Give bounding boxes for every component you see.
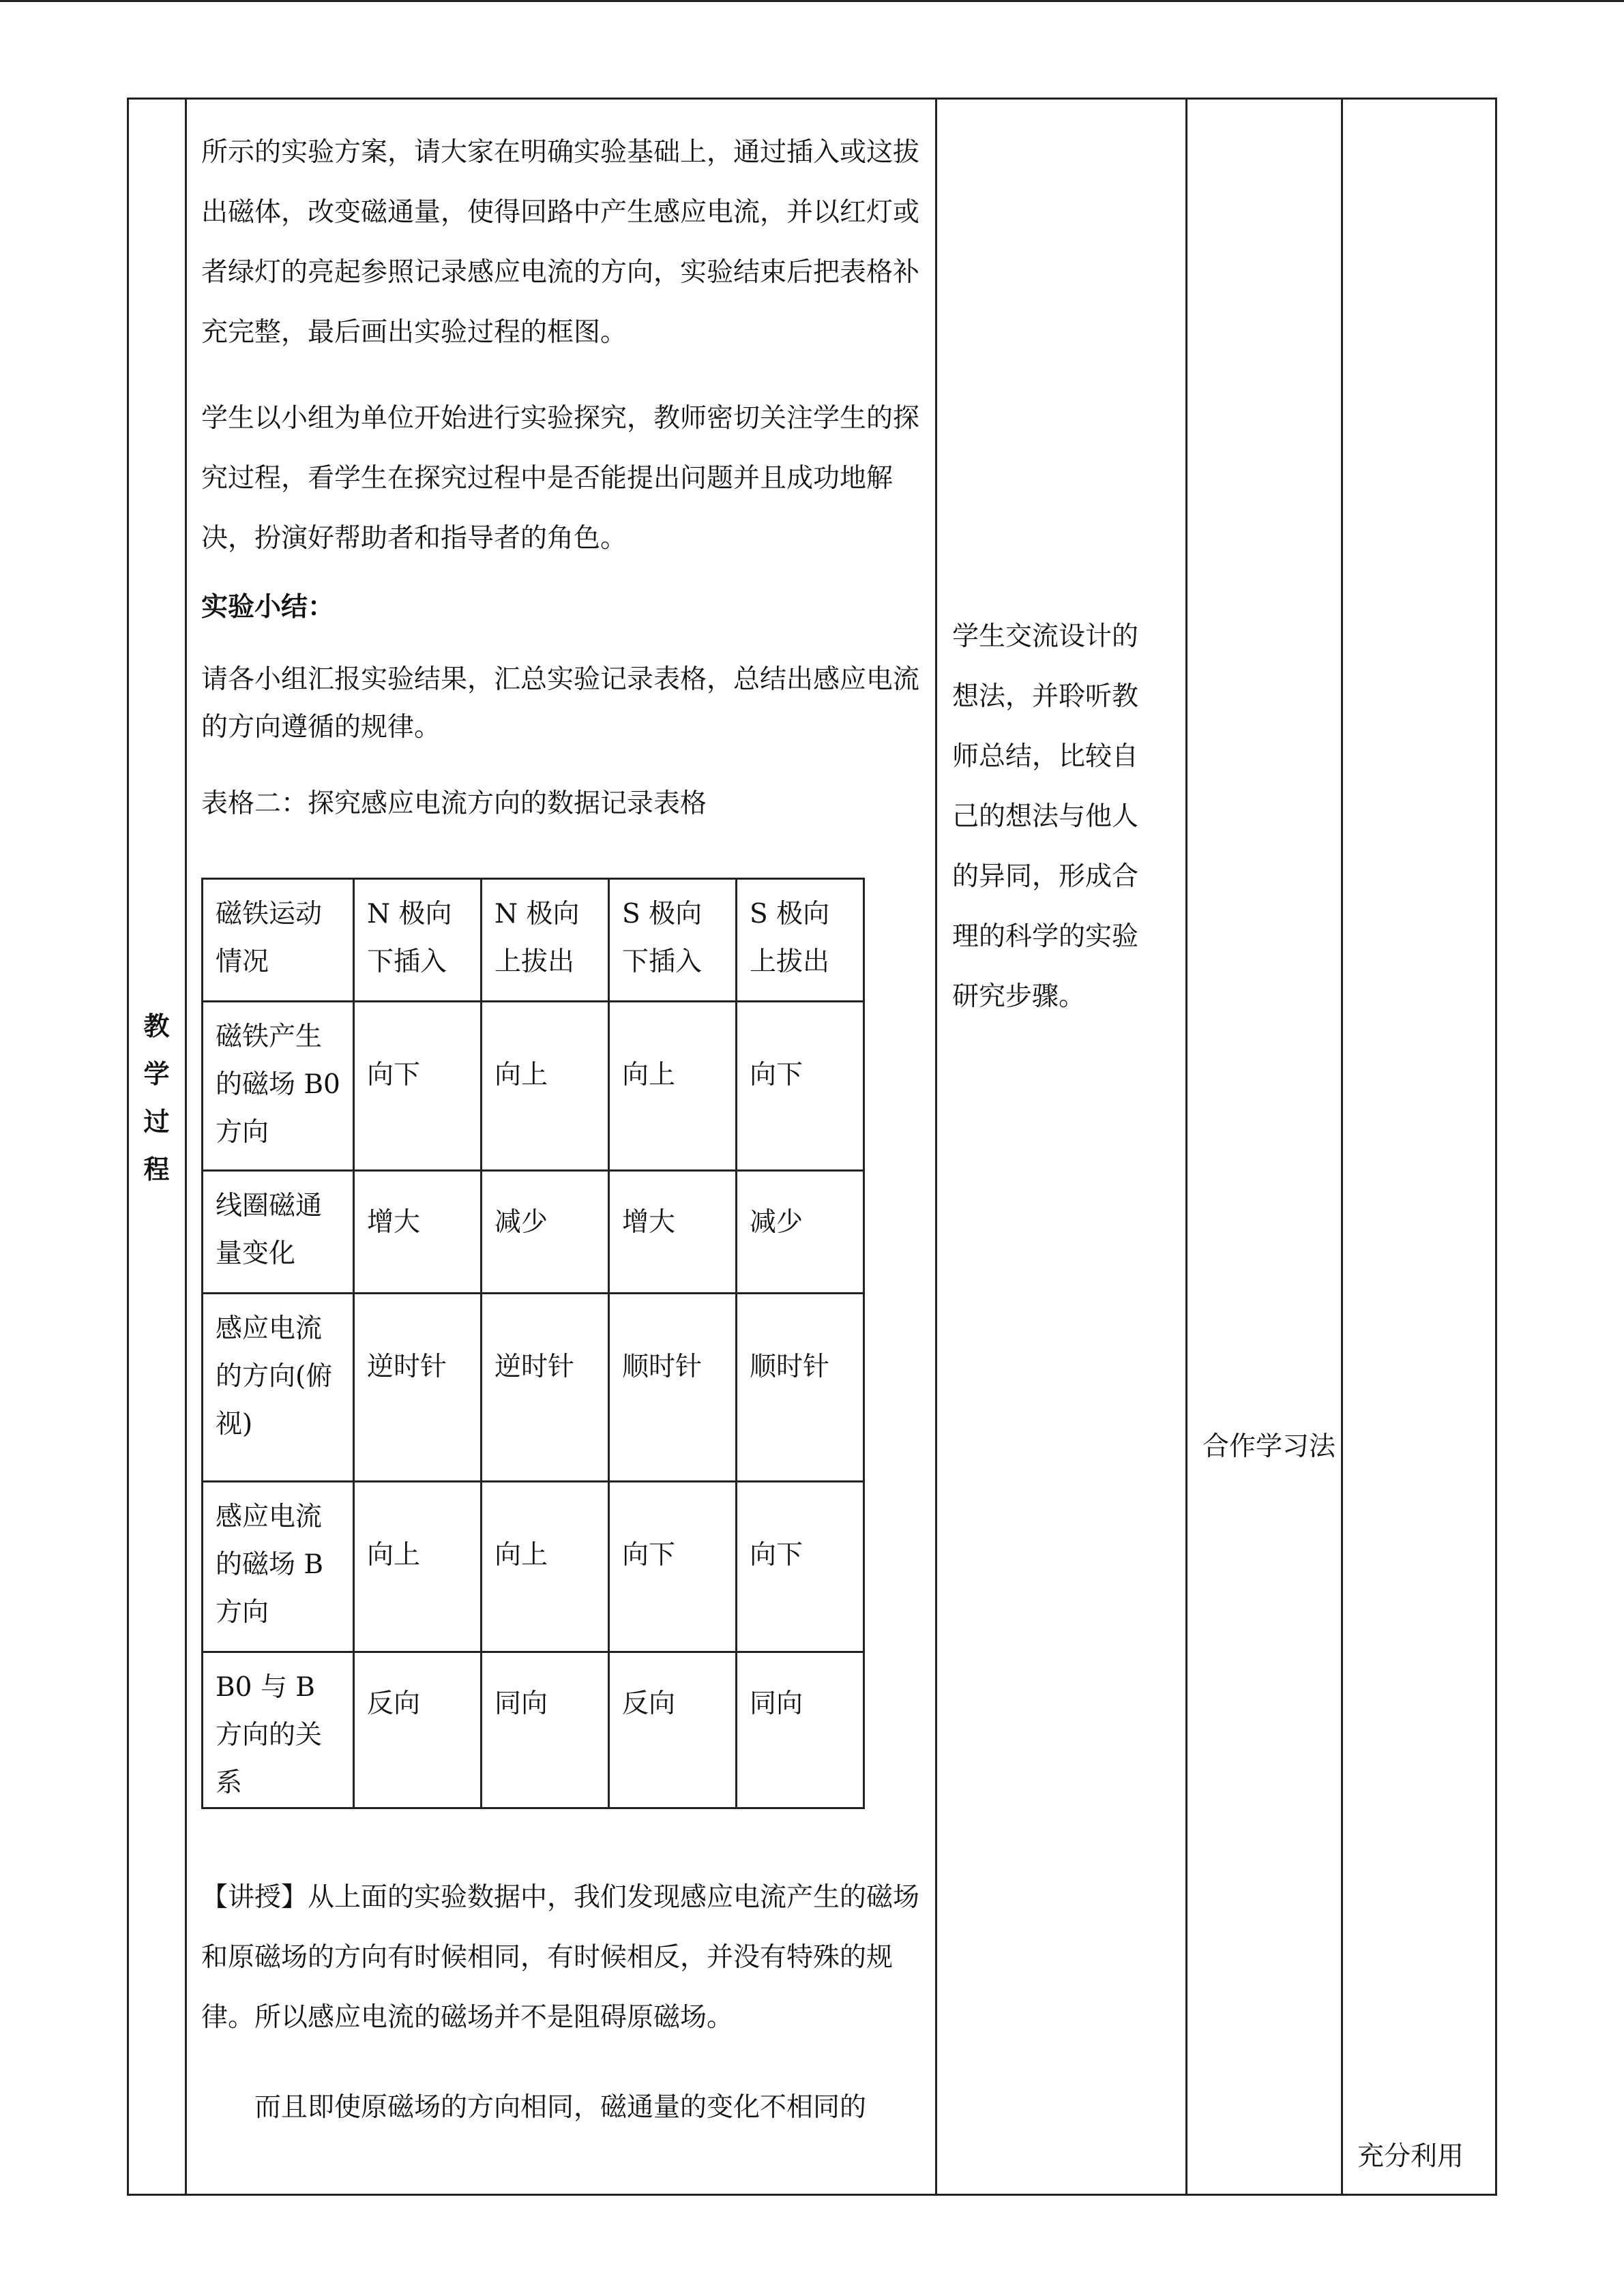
table-cell: 向下	[737, 1482, 864, 1652]
column-border	[935, 99, 937, 2196]
table-header-cell: 磁铁运动情况	[203, 879, 354, 1002]
table-row-label: B0 与 B 方向的关系	[203, 1652, 354, 1808]
table-cell: 向上	[482, 1482, 609, 1652]
data-record-table	[201, 878, 865, 1809]
table-caption: 表格二：探究感应电流方向的数据记录表格	[201, 788, 707, 819]
table-header-cell: N 极向上拔出	[482, 879, 609, 1002]
table-cell: 增大	[354, 1171, 482, 1294]
lecture-paragraph: 【讲授】从上面的实验数据中，我们发现感应电流产生的磁场和原磁场的方向有时候相同，有时候相反，并没有特殊的规律。所以感应电流的磁场并不是阻碍原磁场。	[201, 1882, 920, 2033]
table-cell: 减少	[482, 1171, 609, 1294]
table-row-label: 磁铁产生的磁场 B0 方向	[203, 1002, 354, 1171]
column-border	[1341, 99, 1343, 2196]
summary-heading: 实验小结：	[201, 592, 335, 623]
table-cell: 同向	[482, 1652, 609, 1808]
table-cell: 逆时针	[354, 1294, 482, 1482]
table-top-border	[127, 98, 1497, 100]
table-cell: 逆时针	[482, 1294, 609, 1482]
table-header-cell: S 极向上拔出	[737, 879, 864, 1002]
section-label-char: 教	[143, 1011, 170, 1041]
table-cell: 反向	[609, 1652, 737, 1808]
table-row-label: 线圈磁通量变化	[203, 1171, 354, 1294]
table-header-cell: N 极向下插入	[354, 879, 482, 1002]
table-cell: 向下	[354, 1002, 482, 1171]
purpose-text: 充分利用	[1357, 2141, 1464, 2172]
section-label-char: 程	[143, 1154, 170, 1184]
section-label	[127, 1002, 186, 1193]
table-cell: 减少	[737, 1171, 864, 1294]
table-cell: 向上	[354, 1482, 482, 1652]
table-cell: 增大	[609, 1171, 737, 1294]
table-row	[203, 1171, 864, 1294]
table-cell: 同向	[737, 1652, 864, 1808]
column-border	[1185, 99, 1187, 2196]
table-cell: 顺时针	[609, 1294, 737, 1482]
table-cell: 向下	[737, 1002, 864, 1171]
method-text: 合作学习法	[1202, 1431, 1336, 1462]
continuation-paragraph: 而且即使原磁场的方向相同，磁通量的变化不相同的	[254, 2092, 867, 2123]
table-cell: 反向	[354, 1652, 482, 1808]
table-row-label: 感应电流的方向(俯视)	[203, 1294, 354, 1482]
student-activity-text: 学生交流设计的想法，并聆听教师总结，比较自己的想法与他人的异同，形成合理的科学的实验研究步骤。	[952, 621, 1139, 1012]
table-cell: 顺时针	[737, 1294, 864, 1482]
section-label-char: 过	[143, 1107, 170, 1137]
students-paragraph: 学生以小组为单位开始进行实验探究，教师密切关注学生的探究过程，看学生在探究过程中是否能提出问题并且成功地解决，扮演好帮助者和指导者的角色。	[201, 403, 920, 554]
intro-paragraph: 所示的实验方案，请大家在明确实验基础上，通过插入或这拔出磁体，改变磁通量，使得回路中产生感应电流，并以红灯或者绿灯的亮起参照记录感应电流的方向，实验结束后把表格补充完整，最后画出实验过程的框图。	[201, 137, 920, 348]
table-cell: 向下	[609, 1482, 737, 1652]
page-top-border	[0, 0, 1624, 2]
table-row	[203, 1294, 864, 1482]
table-header-row	[203, 879, 864, 1002]
column-border	[1495, 99, 1497, 2196]
table-cell: 向上	[482, 1002, 609, 1171]
table-row	[203, 1002, 864, 1171]
table-bottom-border	[127, 2194, 1497, 2196]
table-header-cell: S 极向下插入	[609, 879, 737, 1002]
table-row	[203, 1652, 864, 1808]
table-cell: 向上	[609, 1002, 737, 1171]
table-row-label: 感应电流的磁场 B 方向	[203, 1482, 354, 1652]
table-row	[203, 1482, 864, 1652]
section-label-char: 学	[143, 1059, 170, 1089]
summary-paragraph: 请各小组汇报实验结果，汇总实验记录表格，总结出感应电流的方向遵循的规律。	[201, 664, 920, 743]
